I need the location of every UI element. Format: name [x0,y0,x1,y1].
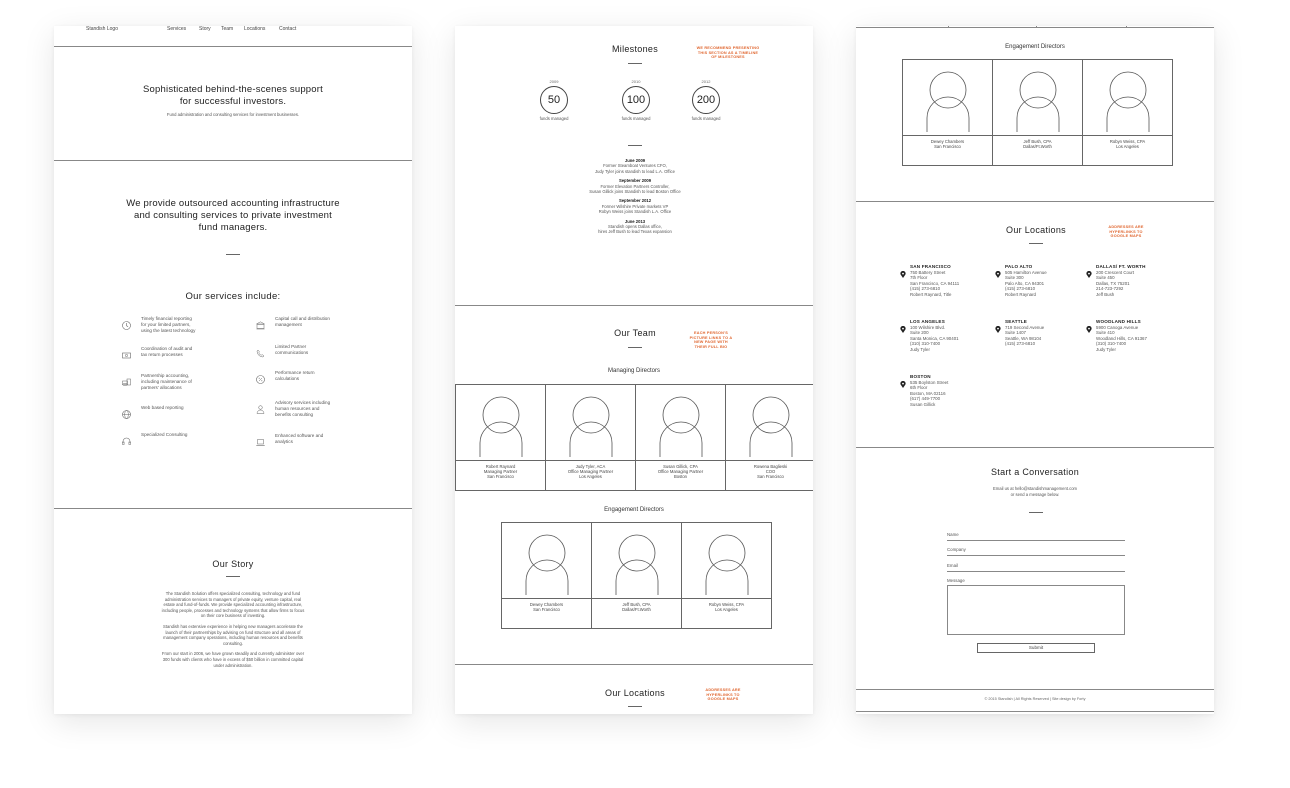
address-line: Seattle, WA 98104 [1005,335,1042,341]
divider [54,508,412,509]
stat-circle: 200 [692,86,720,114]
laptop-icon [256,434,265,443]
timeline-date: June 2013 [624,218,646,224]
percent-icon [256,371,265,380]
caption-line: Jeff Bush, CPA [1023,139,1052,144]
annotation-line: ADDRESSES ARE [1108,225,1144,229]
stat-label: funds managed [691,116,721,121]
services-title: Our services include: [185,291,281,302]
team-member-card[interactable] [681,522,772,629]
caption-line: Robyn Weiss, CPA [708,602,745,607]
service-text-line: Web based reporting [141,405,184,410]
caption-line: San Francisco [757,474,784,480]
caption-line: Robert Raynard [485,464,516,469]
annotation-line: WE RECOMMEND PRESENTING [696,46,760,50]
divider [54,46,412,47]
address-line: Boston, MA 02116 [910,390,946,396]
address-line: 214-723-7292 [1096,286,1124,292]
story-line: The Standish Solution offers specialized consulting, technology and fund [165,591,301,596]
stat-label: funds managed [539,116,569,121]
address-line: Robert Raynard, Title [910,291,952,297]
money-icon [122,347,131,356]
story-paragraph [124,624,342,646]
submit-button[interactable]: Submit [977,643,1095,653]
annotation-line: THEIR FULL BIO [694,344,728,349]
office-name: BOSTON [910,374,931,379]
address-line: 5900 Canoga Avenue [1096,324,1139,330]
caption-line: Managing Partner [483,469,518,475]
address-line: Woodland Hills, CA 91367 [1096,335,1147,341]
address-line: Santa Monica, CA 90401 [910,335,959,341]
caption-line: COO [765,469,776,475]
section-dash [628,347,642,348]
address-line: (415) 273-6810 [1005,286,1036,292]
annotation-line: OF MILESTONES [711,55,745,60]
nav-link-locations[interactable]: Locations [244,26,266,32]
main-nav [167,26,327,34]
company-label: Company [947,547,966,552]
intro-line3: fund managers. [198,222,268,233]
team-member-card[interactable] [501,522,592,629]
timeline-line: Judy Tyler joins standish to lead L.A. Office [595,168,675,174]
story-body [124,591,342,673]
homepage-wireframe-middle [455,26,813,714]
timeline-entry [535,178,735,194]
story-line: 300 funds with clients who have in excess of $50 billion in committed capital [162,656,304,662]
service-item-text [141,316,195,334]
caption-line: Dallas/Ft.Worth [622,607,651,613]
annotation-line: HYPERLINKS TO [1109,229,1143,234]
hero-title-line1: Sophisticated behind-the-scenes support [143,84,323,95]
globe-icon [122,406,131,415]
hero-subtitle: Fund administration and consulting services for investment businesses. [166,112,300,117]
site-logo[interactable]: Standish Logo [86,26,118,32]
locations-title: Our Locations [1006,225,1066,235]
caption-line: Office Managing Partner [567,469,614,475]
team-member-card[interactable] [545,384,636,491]
service-text-line: management [275,322,302,327]
service-text-line: Enhanced software and [275,433,324,438]
address-line: 6th Floor [910,385,928,391]
address-line: Palo Alto, CA 94301 [1005,280,1045,286]
service-text-line: Capital call and distribution [275,316,330,321]
clock-icon [122,317,131,326]
timeline-entry [535,198,735,214]
address-line: Susan Gillick [910,401,936,407]
stat-circle: 50 [540,86,568,114]
office-name: SAN FRANCISCO [910,264,951,269]
service-text-line: Specialized Consulting [141,432,188,437]
company-input[interactable] [947,555,1125,556]
service-item-text [275,344,308,356]
timeline-entry [535,219,735,235]
address-line: San Francisco, CA 94111 [910,280,960,286]
annotation-line: PICTURE LINKS TO A [689,335,733,340]
intro-line1: We provide outsourced accounting infrastructure [126,198,340,209]
milestone-stats [455,79,813,129]
address-line: 719 Second Avenue [1005,324,1045,330]
divider [455,305,813,306]
service-text-line: Limited Partner [275,344,307,349]
milestones-title: Milestones [611,44,659,54]
timeline-date: September 2012 [618,198,652,204]
address-line: Judy Tyler [910,346,930,352]
service-text-line: Advisory services including [275,400,331,405]
team-member-caption [546,460,635,480]
address-line: Suite 450 [1096,275,1115,281]
annotation-line: GOOGLE MAPS [1110,234,1142,239]
address-line: (415) 273-6810 [1005,341,1036,347]
story-line: consulting. [222,640,244,646]
team-annotation [683,331,739,349]
address-line: Jeff Bush [1096,291,1115,297]
section-dash [226,254,240,255]
caption-line: Los Angeles [1116,144,1139,150]
address-line: 100 Wilshire Blvd. [910,324,946,330]
engagement-directors-title: Engagement Directors [1005,44,1065,50]
team-member-card[interactable] [725,384,813,491]
caption-line: San Francisco [487,474,514,480]
engagement-directors-title: Engagement Directors [604,507,664,513]
story-line: including people, processes and technology systems that allow firms to focus [161,607,305,613]
address-line: Suite 200 [910,330,929,336]
email-input[interactable] [947,571,1125,572]
timeline-entry [535,158,735,174]
milestones-annotation [687,46,769,60]
contact-email-line[interactable]: Email us at hello@standishmanagement.com [992,486,1078,491]
team-title: Our Team [614,328,656,338]
nav-link-story[interactable]: Story [199,26,211,32]
bank-icon [256,317,265,326]
phone-icon [256,345,265,354]
caption-line: Jeff Bush, CPA [622,602,651,607]
contact-form [856,26,1214,714]
person-icon [256,401,265,410]
section-dash [628,145,642,146]
service-text-line: communications [275,350,309,355]
timeline-line: Former Elevation Partners Controller, [600,183,670,189]
timeline-date: June 2009 [624,158,646,163]
nav-link-contact[interactable]: Contact [279,26,297,32]
story-line: under administration. [213,662,253,668]
divider [856,689,1214,690]
email-label: Email [947,563,958,568]
caption-line: San Francisco [533,607,560,613]
story-line: on their core business of investing. [200,613,266,619]
homepage-wireframe-top [54,26,412,714]
service-text-line: calculations [275,376,300,381]
timeline-line: Standish opens Dallas office, [608,224,662,230]
story-line: management company operations, including human resources and benefits [163,635,303,641]
stat-label: funds managed [621,116,651,121]
address-line: Judy Tyler [1096,346,1116,352]
timeline-line: hires Jeff Bush to lead Texas expansion [598,229,672,235]
hero-section [54,84,412,118]
service-text-line: tax return processes [141,352,183,357]
office-name: WOODLAND HILLS [1096,319,1141,324]
stat-year: 2012 [701,79,711,84]
coins-icon [122,374,131,383]
address-line: 200 Crescent Court [1096,269,1135,275]
milestone-timeline [535,158,735,239]
caption-line: Susan Gillick, CPA [663,464,698,469]
address-line: (617) 449-7700 [910,396,941,402]
service-item-text [141,346,192,358]
service-text-line: Performance return [275,370,315,375]
service-item-text [275,370,315,382]
divider [856,711,1214,712]
team-member-caption [636,460,725,480]
address-line: (310) 310-7400 [910,341,941,347]
intro-line2: and consulting services to private investment [133,210,333,221]
service-text-line: including maintenance of [141,379,192,384]
headset-icon [122,433,131,442]
address-line: (415) 273-6810 [910,286,941,292]
annotation-line: HYPERLINKS TO [706,692,740,697]
address-line: Suite 300 [1005,275,1024,281]
service-item-text [275,400,330,418]
name-label: Name [947,532,959,537]
address-line: 505 Hamilton Avenue [1005,269,1047,275]
caption-line: Los Angeles [715,607,738,613]
engagement-directors-grid [501,522,771,629]
office-name: LOS ANGELES [910,319,945,324]
annotation-line: THIS SECTION AS A TIMELINE [697,50,759,55]
caption-line: Boston [673,474,688,480]
section-dash [226,576,240,577]
story-line: From our start in 2006, we have grown steadily and currently administer over [161,651,305,657]
service-text-line: for your limited partners, [141,322,191,327]
timeline-line: Robyn Weiss joins Standish L.A. Office [598,209,672,215]
caption-line: Robyn Weiss, CPA [1109,139,1146,144]
divider [54,160,412,161]
story-line: administration services to managers of private equity, venture capital, real [164,596,302,602]
story-paragraph [124,591,342,619]
service-text-line: Timely financial reporting [141,316,192,321]
stat-year: 2009 [549,79,559,84]
annotation-line: NEW PAGE WITH [694,340,728,345]
stat-circle: 100 [622,86,650,114]
timeline-line: Former Wilshire Private markets VP [601,203,669,209]
team-member-caption [682,598,771,612]
team-member-caption [456,460,545,480]
story-line: estate and fund-of-funds. We provide specialized accounting infrastructure, [163,602,303,608]
caption-line: Dallas/Ft.Worth [1023,144,1052,150]
service-text-line: Coordination of audit and [141,346,193,351]
office-name: DALLAS/ FT. WORTH [1096,264,1146,269]
address-line: Suite 410 [1096,330,1115,336]
address-line: 7th Floor [910,275,928,281]
divider [455,664,813,665]
address-line: 750 Battery Street [910,269,946,275]
locations-annotation [695,688,751,702]
nav-link-team[interactable]: Team [221,26,234,32]
hero-title-line2: for successful investors. [179,96,287,107]
service-text-line: Partnership accounting, [141,373,190,378]
locations-title: Our Locations [605,688,665,698]
service-text-line: benefits consulting [275,412,314,417]
timeline-date: September 2009 [618,178,652,184]
address-line: Suite 1407 [1005,330,1026,336]
caption-line: Dewey Chambers [930,139,965,144]
name-input[interactable] [947,540,1125,541]
nav-link-services[interactable]: Services [167,26,187,32]
team-member-card[interactable] [455,384,546,491]
caption-line: Dewey Chambers [529,602,564,607]
footer-text: © 2015 Standish | All Rights Reserved | Site design by Forty [984,697,1086,701]
address-line: (310) 310-7400 [1096,341,1127,347]
address-line: Robert Raynard [1005,291,1036,297]
annotation-line: EACH PERSON'S [694,331,728,335]
team-member-caption [502,598,591,612]
timeline-line: Susan Gillick joins Standish to lead Boston Office [589,189,681,195]
service-text-line: human resources and [275,406,320,411]
caption-line: Rowena Baglieski [753,464,788,469]
address-line: Dallas, TX 75201 [1096,280,1130,286]
office-name: PALO ALTO [1005,264,1033,269]
caption-line: Office Managing Partner [657,469,704,475]
annotation-line: ADDRESSES ARE [705,688,741,692]
team-member-card[interactable] [635,384,726,491]
service-text-line: analytics [275,439,293,444]
story-title: Our Story [212,559,254,569]
story-line: Standish has extensive experience in helping new managers accelerate the [163,623,303,629]
caption-line: San Francisco [934,144,961,150]
address-line: 535 Boylston Street [910,379,949,385]
service-item-text [141,432,187,438]
office-name: SEATTLE [1005,319,1027,324]
story-paragraph [124,651,342,668]
annotation-line: GOOGLE MAPS [707,697,739,702]
story-line: launch of their partnerships by advising on fund structure and all areas of [165,629,301,635]
team-member-card[interactable] [591,522,682,629]
team-member-caption [592,598,681,612]
contact-message-line: or send a message below. [1010,491,1060,497]
service-text-line: partners' allocations [141,385,182,390]
stat-year: 2010 [631,79,641,84]
message-textarea[interactable] [947,585,1125,635]
services-grid [54,316,412,466]
caption-line: Los Angeles [579,474,602,480]
timeline-line: Former Steamboat Ventures CFO, [603,163,667,169]
caption-line: Judy Tyler, ACA [575,464,606,469]
managing-directors-grid [455,384,813,491]
message-label: Message [947,578,965,583]
team-member-caption [726,460,813,480]
managing-directors-title: Managing Directors [607,368,661,374]
service-item-text [275,433,323,445]
contact-title: Start a Conversation [990,467,1080,477]
homepage-wireframe-bottom [856,26,1214,714]
intro-statement [54,198,412,234]
service-item-text [141,373,192,391]
section-dash [628,63,642,64]
service-text-line: using the latest technology [141,328,196,333]
section-dash [628,706,642,707]
service-item-text [141,405,184,411]
service-item-text [275,316,330,328]
